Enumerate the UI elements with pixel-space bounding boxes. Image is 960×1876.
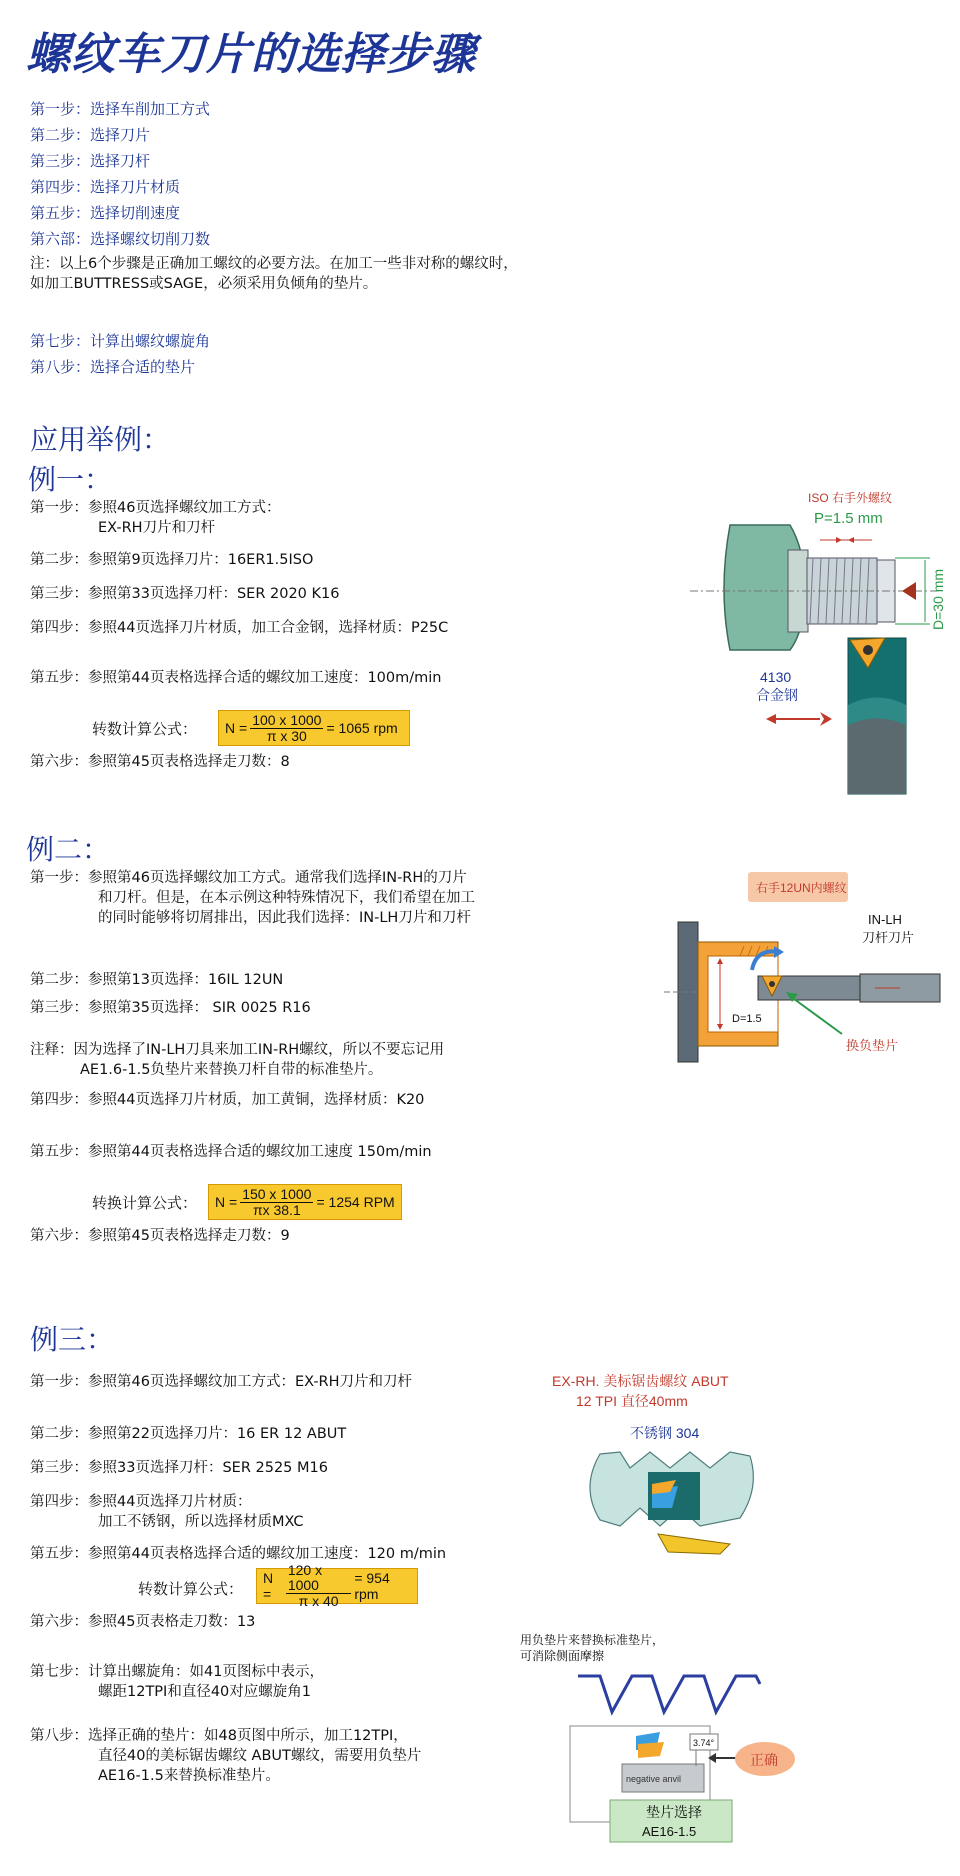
ex1-step3: 第三步：参照第33页选择刀杆：SER 2020 K16	[30, 586, 340, 602]
formula-result: = 954 rpm	[354, 1570, 390, 1602]
ex1-thread-turning-figure	[680, 490, 950, 800]
formula-result: = 1254 RPM	[316, 1194, 395, 1210]
ex3-step8-cont: 直径40的美标锯齿螺纹 ABUT螺纹，需要用负垫片	[98, 1748, 422, 1764]
ex3-step4-cont: 加工不锈钢，所以选择材质MXC	[98, 1514, 304, 1530]
ex3-shim-figure	[520, 1632, 820, 1844]
formula-lhs: N =	[215, 1194, 238, 1210]
ex2-formula-box	[208, 1184, 402, 1220]
ex2-step6: 第六步：参照第45页表格选择走刀数：9	[30, 1228, 290, 1244]
ex2-step1: 第一步：参照第46页选择螺纹加工方式。通常我们选择IN-RH的刀片	[30, 870, 467, 886]
ex3-fig-note: 用负垫片来替换标准垫片，	[520, 1633, 665, 1647]
ex1-step4: 第四步：参照44页选择刀片材质，加工合金钢，选择材质：P25C	[30, 620, 449, 636]
ex1-step6: 第六步：参照第45页表格选择走刀数：8	[30, 754, 290, 770]
formula-fraction	[286, 1563, 352, 1609]
ex1-step1: 第一步：参照46页选择螺纹加工方式：	[30, 500, 281, 516]
ex3-step8: 第八步：选择正确的垫片：如48页图中所示，加工12TPI，	[30, 1728, 408, 1744]
formula-denominator: π x 30	[266, 727, 307, 744]
formula-lhs: N =	[225, 720, 248, 736]
ex3-step5: 第五步：参照第44页表格选择合适的螺纹加工速度：120 m/min	[30, 1546, 447, 1562]
ex1-fig-diameter: D=30 mm	[930, 568, 946, 630]
formula-fraction	[240, 1187, 313, 1218]
example3-heading: 例三：	[30, 1323, 115, 1356]
ex3-fig-material: 不锈钢 304	[630, 1425, 700, 1441]
ex3-fig-shim-code: AE16-1.5	[642, 1824, 697, 1839]
note-paragraph	[30, 254, 518, 294]
ex3-step1: 第一步：参照第46页选择螺纹加工方式：EX-RH刀片和刀杆	[30, 1374, 413, 1390]
list-item: 第六部：选择螺纹切削刀数	[30, 230, 211, 248]
ex3-step3: 第三步：参照33页选择刀杆：SER 2525 M16	[30, 1460, 328, 1476]
ex2-internal-thread-figure	[660, 872, 950, 1072]
formula-numerator: 120 x 1000	[286, 1563, 352, 1594]
ex3-step6: 第六步：参照45页表格走刀数：13	[30, 1614, 256, 1630]
ex2-fig-tool-name: 刀杆刀片	[862, 930, 915, 945]
note-line: 注：以上6个步骤是正确加工螺纹的必要方法。在加工一些非对称的螺纹时，	[30, 256, 518, 272]
ex2-fig-diameter: D=1.5	[732, 1013, 762, 1025]
ex3-fig-note-cont: 可消除侧面摩擦	[520, 1649, 605, 1663]
example1-heading: 例一：	[28, 463, 113, 496]
ex2-note-cont: AE1.6-1.5负垫片来替换刀杆自带的标准垫片。	[80, 1062, 383, 1078]
ex2-step1-cont: 和刀杆。但是，在本示例这种特殊情况下，我们希望在加工	[98, 890, 475, 906]
formula-denominator: πx 38.1	[252, 1201, 301, 1218]
ex1-formula-label: 转数计算公式：	[92, 720, 198, 738]
ex2-formula-label: 转换计算公式：	[92, 1194, 198, 1212]
list-item: 第三步：选择刀杆	[30, 152, 151, 170]
ex2-fig-tool-code: IN-LH	[868, 912, 902, 927]
formula-denominator: π x 40	[298, 1593, 339, 1609]
ex3-step2: 第二步：参照第22页选择刀片：16 ER 12 ABUT	[30, 1426, 347, 1442]
ex2-note: 注释：因为选择了IN-LH刀具来加工IN-RH螺纹，所以不要忘记用	[30, 1042, 445, 1058]
ex1-formula-box	[218, 710, 410, 746]
ex3-step7: 第七步：计算出螺旋角：如41页图标中表示，	[30, 1664, 324, 1680]
ex2-fig-shim-label: 换负垫片	[846, 1038, 899, 1053]
list-item: 第七步：计算出螺纹螺旋角	[30, 332, 211, 350]
note-line: 如加工BUTTRESS或SAGE，必须采用负倾角的垫片。	[30, 276, 378, 292]
ex3-step7-cont: 螺距12TPI和直径40对应螺旋角1	[98, 1684, 312, 1700]
formula-numerator: 100 x 1000	[252, 711, 322, 728]
formula-lhs: N =	[263, 1570, 274, 1602]
ex2-step2: 第二步：参照第13页选择：16IL 12UN	[30, 972, 284, 988]
ex1-fig-material-name: 合金钢	[756, 687, 798, 703]
ex1-step2: 第二步：参照第9页选择刀片：16ER1.5ISO	[30, 552, 314, 568]
ex3-buttress-figure	[540, 1368, 780, 1580]
ex3-formula-box	[256, 1562, 418, 1609]
list-item: 第二步：选择刀片	[30, 126, 151, 144]
ex2-step4: 第四步：参照44页选择刀片材质，加工黄铜，选择材质：K20	[30, 1092, 425, 1108]
formula-result: = 1065 rpm	[326, 720, 398, 736]
example2-heading: 例二：	[26, 833, 111, 866]
formula-numerator: 150 x 1000	[242, 1185, 312, 1202]
section-heading-applications: 应用举例：	[30, 423, 171, 456]
ex3-step8-cont: AE16-1.5来替换标准垫片。	[98, 1768, 280, 1784]
ex3-fig-subtitle: 12 TPI 直径40mm	[576, 1393, 688, 1409]
list-item: 第一步：选择车削加工方式	[30, 100, 211, 118]
ex3-fig-anvil-label: negative anvil	[626, 1774, 682, 1784]
ex1-step1-cont: EX-RH刀片和刀杆	[98, 520, 216, 536]
ex3-fig-shim-title: 垫片选择	[646, 1804, 702, 1820]
list-item: 第四步：选择刀片材质	[30, 178, 181, 196]
list-item: 第八步：选择合适的垫片	[30, 358, 196, 376]
steps-list	[30, 96, 210, 252]
ex2-fig-badge: 右手12UN内螺纹	[756, 881, 847, 895]
page-title: 螺纹车刀片的选择步骤	[26, 29, 476, 80]
ex1-step5: 第五步：参照第44页表格选择合适的螺纹加工速度：100m/min	[30, 670, 442, 686]
ex1-fig-pitch: P=1.5 mm	[814, 510, 883, 527]
ex2-step3: 第三步：参照第35页选择： SIR 0025 R16	[30, 1000, 311, 1016]
ex2-step5: 第五步：参照第44页表格选择合适的螺纹加工速度 150m/min	[30, 1144, 432, 1160]
ex3-step4: 第四步：参照44页选择刀片材质：	[30, 1494, 252, 1510]
list-item: 第五步：选择切削速度	[30, 204, 181, 222]
formula-fraction	[250, 713, 323, 744]
ex3-fig-angle: 3.74°	[693, 1738, 715, 1748]
ex2-step1-cont: 的同时能够将切屑排出，因此我们选择：IN-LH刀片和刀杆	[98, 910, 471, 926]
ex3-formula-label: 转数计算公式：	[138, 1580, 244, 1598]
ex1-fig-label-top: ISO 右手外螺纹	[808, 491, 893, 505]
ex3-fig-correct: 正确	[750, 1752, 778, 1768]
steps-extra-list	[30, 328, 210, 380]
ex3-fig-title: EX-RH. 美标锯齿螺纹 ABUT	[552, 1373, 729, 1389]
ex1-fig-material-code: 4130	[760, 669, 792, 685]
